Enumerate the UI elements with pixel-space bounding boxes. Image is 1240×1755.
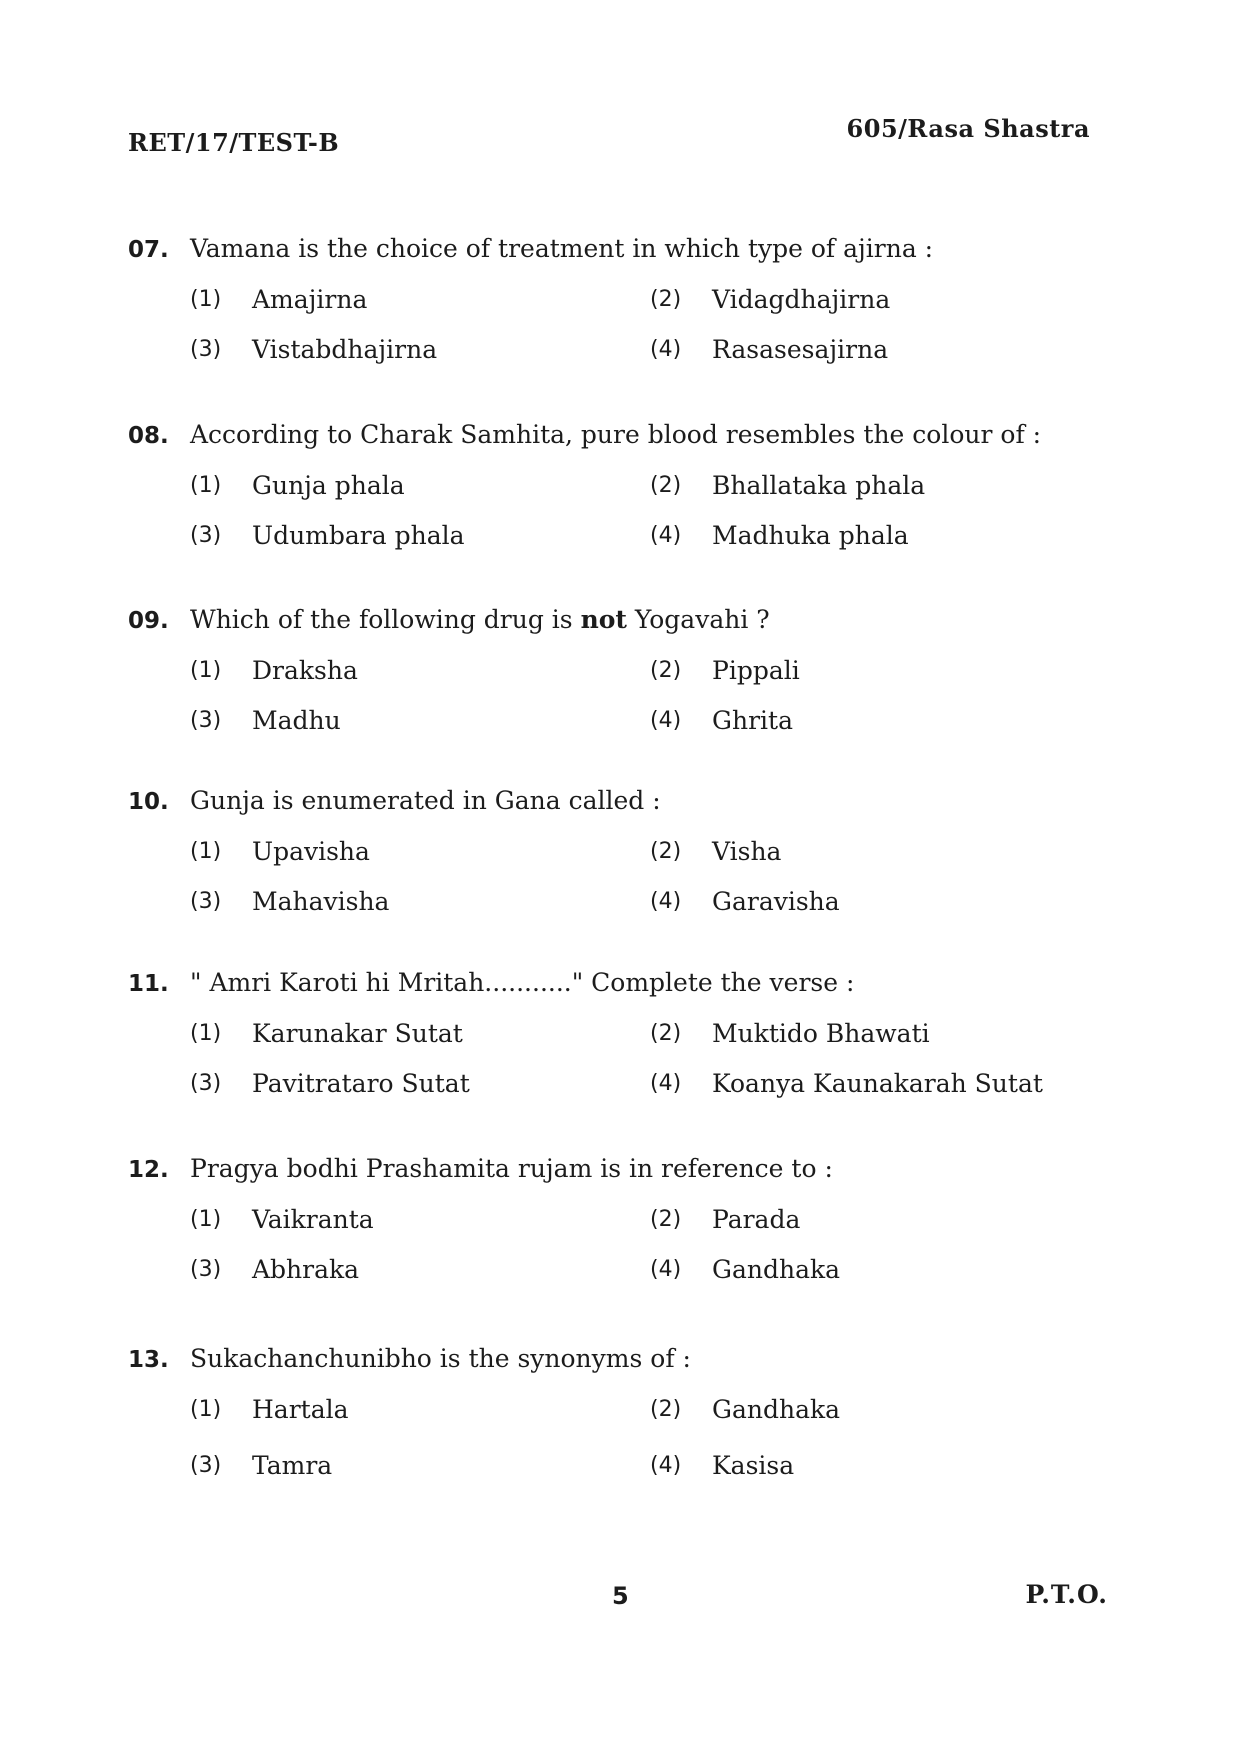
option-number: (1) [190,1397,222,1422]
option-2 [650,1203,1110,1237]
option-number: (1) [190,287,222,312]
please-turn-over: P.T.O. [1025,1580,1108,1609]
question-text-emphasis: not [580,605,627,634]
question-number: 11. [128,971,169,997]
option-3 [190,1253,650,1287]
option-number: (2) [650,473,682,498]
option-text: Pavitrataro Sutat [252,1069,470,1098]
question-number: 12. [128,1157,169,1183]
option-3 [190,885,650,919]
option-4 [650,519,1110,553]
option-2 [650,654,1110,688]
option-number: (1) [190,658,222,683]
option-number: (1) [190,473,222,498]
option-text: Madhu [252,706,341,735]
option-3 [190,704,650,738]
option-2 [650,835,1110,869]
options [190,1203,1098,1287]
option-text: Mahavisha [252,887,390,916]
option-number: (3) [190,889,222,914]
question-text-tail: Yogavahi ? [626,605,770,634]
options [190,1017,1098,1101]
option-1 [190,654,650,688]
option-number: (2) [650,658,682,683]
option-number: (3) [190,1257,222,1282]
question-07 [128,232,1098,367]
question-text: Gunja is enumerated in Gana called : [190,786,661,815]
question-text: According to Charak Samhita, pure blood resembles the colour of : [190,420,1042,449]
option-number: (2) [650,839,682,864]
question-stem [128,784,1098,819]
question-text: Vamana is the choice of treatment in which type of ajirna : [190,234,934,263]
option-number: (4) [650,337,682,362]
option-3 [190,519,650,553]
option-text: Gunja phala [252,471,405,500]
options [190,654,1098,738]
option-text: Ghrita [712,706,793,735]
option-4 [650,1067,1110,1101]
option-number: (3) [190,1453,222,1478]
question-number: 10. [128,789,169,815]
option-text: Kasisa [712,1451,795,1480]
option-3 [190,333,650,367]
option-2 [650,469,1110,503]
question-12 [128,1152,1098,1287]
question-stem [128,1342,1098,1377]
option-text: Vaikranta [252,1205,374,1234]
question-number: 13. [128,1347,169,1373]
option-number: (3) [190,337,222,362]
option-number: (1) [190,1207,222,1232]
option-text: Hartala [252,1395,349,1424]
option-text: Pippali [712,656,800,685]
option-number: (1) [190,839,222,864]
option-text: Karunakar Sutat [252,1019,463,1048]
option-number: (2) [650,287,682,312]
question-number: 08. [128,423,169,449]
option-text: Vidagdhajirna [712,285,891,314]
option-3 [190,1067,650,1101]
option-number: (2) [650,1207,682,1232]
question-11 [128,966,1098,1101]
option-number: (4) [650,523,682,548]
option-2 [650,283,1110,317]
question-stem [128,603,1098,638]
option-text: Vistabdhajirna [252,335,438,364]
option-number: (3) [190,523,222,548]
question-stem [128,966,1098,1001]
option-text: Upavisha [252,837,370,866]
option-4 [650,1253,1110,1287]
option-4 [650,1449,1110,1483]
option-1 [190,1393,650,1427]
exam-code: RET/17/TEST-B [128,128,340,157]
question-number: 07. [128,237,169,263]
option-text: Muktido Bhawati [712,1019,930,1048]
option-text: Gandhaka [712,1255,841,1284]
option-1 [190,835,650,869]
question-text: Sukachanchunibho is the synonyms of : [190,1344,691,1373]
options [190,1393,1098,1483]
option-text: Visha [712,837,782,866]
question-text: Pragya bodhi Prashamita rujam is in reference to : [190,1154,833,1183]
option-text: Bhallataka phala [712,471,926,500]
options [190,469,1098,553]
option-number: (1) [190,1021,222,1046]
option-4 [650,704,1110,738]
question-09 [128,603,1098,738]
option-number: (4) [650,1071,682,1096]
options [190,283,1098,367]
option-text: Rasasesajirna [712,335,889,364]
option-1 [190,1203,650,1237]
option-number: (4) [650,1257,682,1282]
page-number: 5 [612,1582,629,1610]
question-text: Which of the following drug is [190,605,581,634]
question-stem [128,232,1098,267]
question-13 [128,1342,1098,1483]
question-08 [128,418,1098,553]
option-1 [190,1017,650,1051]
option-1 [190,469,650,503]
options [190,835,1098,919]
option-4 [650,885,1110,919]
option-number: (4) [650,889,682,914]
option-text: Tamra [252,1451,333,1480]
option-2 [650,1393,1110,1427]
option-number: (2) [650,1021,682,1046]
option-text: Madhuka phala [712,521,909,550]
question-10 [128,784,1098,919]
option-text: Koanya Kaunakarah Sutat [712,1069,1043,1098]
option-text: Abhraka [252,1255,360,1284]
option-1 [190,283,650,317]
question-stem [128,1152,1098,1187]
option-text: Parada [712,1205,801,1234]
subject-code: 605/Rasa Shastra [846,114,1090,143]
option-text: Draksha [252,656,358,685]
option-text: Gandhaka [712,1395,841,1424]
option-2 [650,1017,1110,1051]
option-text: Udumbara phala [252,521,465,550]
question-text: " Amri Karoti hi Mritah..........." Complete the verse : [190,968,855,997]
question-stem [128,418,1098,453]
option-number: (3) [190,1071,222,1096]
option-number: (2) [650,1397,682,1422]
option-number: (4) [650,708,682,733]
option-text: Amajirna [252,285,368,314]
question-number: 09. [128,608,169,634]
option-text: Garavisha [712,887,840,916]
option-4 [650,333,1110,367]
option-3 [190,1449,650,1483]
option-number: (3) [190,708,222,733]
option-number: (4) [650,1453,682,1478]
